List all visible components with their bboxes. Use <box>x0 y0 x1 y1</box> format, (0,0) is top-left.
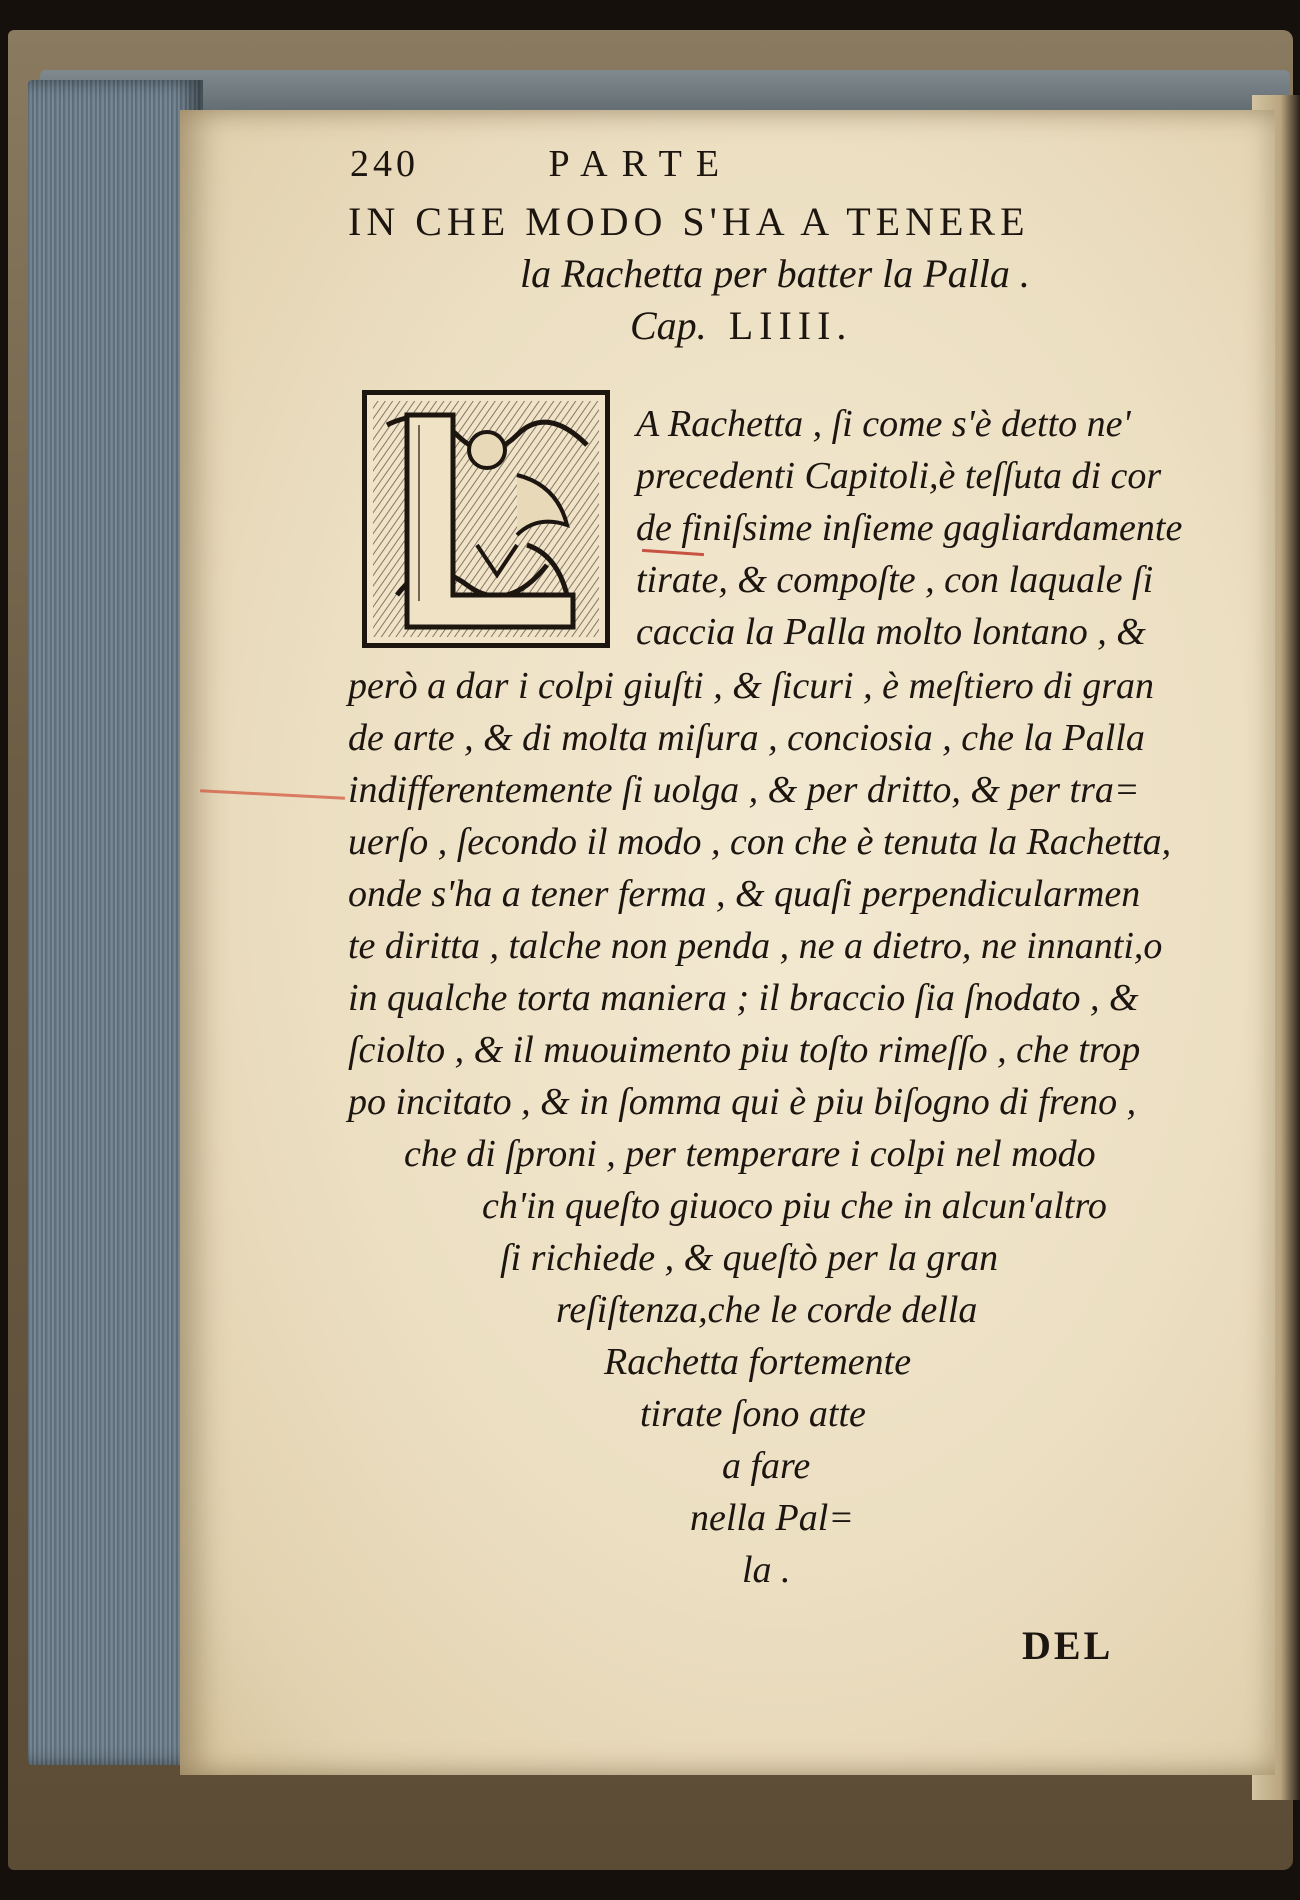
body-line: te diritta , talche non penda , ne a dietro, ne innanti,o <box>348 925 1163 967</box>
body-line: nella Pal= <box>690 1497 854 1539</box>
body-line: precedenti Capitoli,è teſſuta di cor <box>636 455 1162 497</box>
body-line: onde s'ha a tener ferma , & quaſi perpendicularmen <box>348 873 1141 915</box>
body-line: in qualche torta maniera ; il braccio ſia ſnodato , & <box>348 977 1139 1019</box>
page-fore-edge-stack <box>28 80 203 1765</box>
page-number: 240 <box>350 143 419 185</box>
body-line: che di ſproni , per temperare i colpi nel modo <box>404 1133 1096 1175</box>
body-line: tirate, & compoſte , con laquale ſi <box>636 559 1154 601</box>
chapter-number <box>630 302 852 349</box>
body-line: però a dar i colpi giuſti , & ſicuri , è meſtiero di gran <box>348 665 1155 707</box>
body-line: tirate ſono atte <box>640 1393 866 1435</box>
body-line: Rachetta fortemente <box>604 1341 912 1383</box>
page-stack-top-edge <box>40 70 1290 110</box>
body-line: de arte , & di molta miſura , conciosia , che la Palla <box>348 717 1145 759</box>
body-line: ſi richiede , & queſtò per la gran <box>500 1237 999 1279</box>
chapter-cap-label: Cap. <box>630 303 707 348</box>
body-line: A Rachetta , ſi come s'è detto ne' <box>636 403 1131 445</box>
chapter-title-line-2: la Rachetta per batter la Palla . <box>520 251 1030 296</box>
body-line: uerſo , ſecondo il modo , con che è tenuta la Rachetta, <box>348 821 1172 863</box>
woodcut-initial-l <box>362 390 610 648</box>
catchword: DEL <box>1022 1623 1114 1668</box>
body-line: ſciolto , & il muouimento piu toſto rimeſſo , che trop <box>348 1029 1141 1071</box>
body-line: indifferentemente ſi uolga , & per dritto, & per tra= <box>348 769 1140 811</box>
woodcut-initial-icon <box>367 395 605 643</box>
chapter-roman-numeral: LIIII. <box>728 303 853 348</box>
running-head <box>350 142 1110 186</box>
body-line: la . <box>742 1549 791 1591</box>
body-line: caccia la Palla molto lontano , & <box>636 611 1146 653</box>
body-line: de finiſsime inſieme gagliardamente <box>636 507 1183 549</box>
body-line: a fare <box>722 1445 811 1487</box>
body-line: po incitato , & in ſomma qui è piu biſogno di freno , <box>348 1081 1137 1123</box>
body-line: ch'in queſto giuoco piu che in alcun'altro <box>482 1185 1107 1227</box>
running-head-section: PARTE <box>548 143 734 185</box>
chapter-title-line-1: IN CHE MODO S'HA A TENERE <box>348 199 1030 244</box>
body-line: reſiſtenza,che le corde della <box>556 1289 978 1331</box>
